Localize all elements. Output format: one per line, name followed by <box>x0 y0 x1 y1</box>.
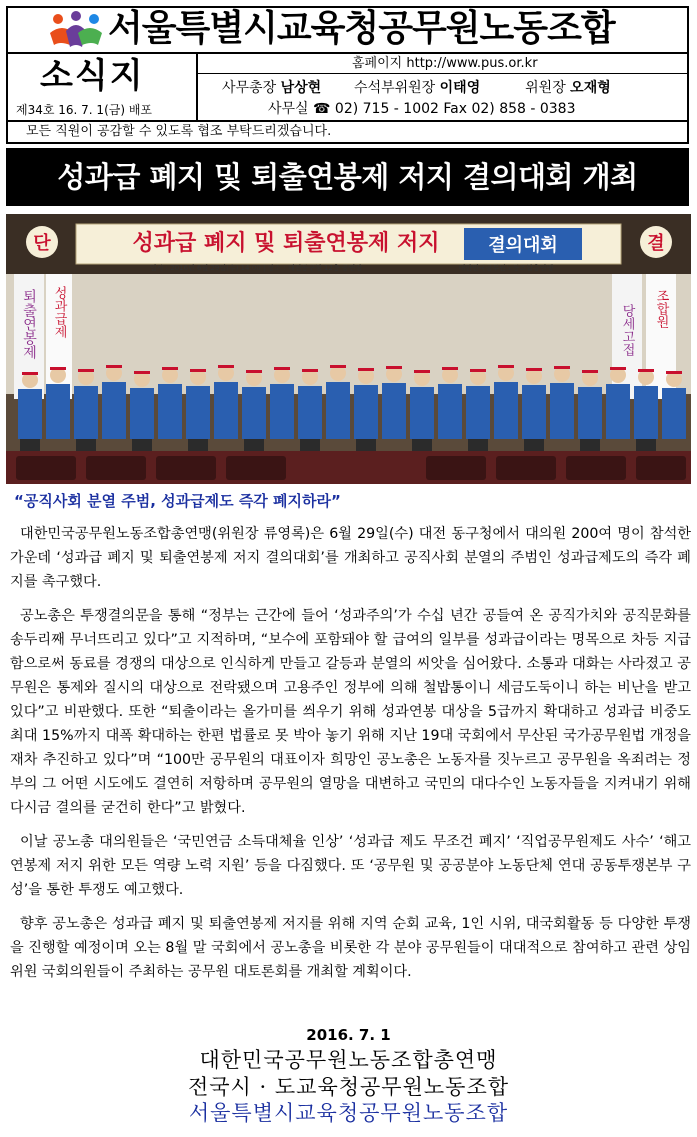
homepage-link[interactable]: 홈페이지 http://www.pus.or.kr <box>352 56 538 71</box>
officer-name: 남상현 <box>280 80 322 96</box>
officers-line <box>222 78 611 98</box>
issue-info: 제34호 16. 7. 1(금) 배포 <box>16 103 153 117</box>
article-subhead: “공직사회 분열 주범, 성과급제도 즉각 폐지하라” <box>14 492 341 510</box>
signature-line: 서울특별시교육청공무원노동조합 <box>188 1101 509 1125</box>
union-title: 서울특별시교육청공무원노동조합 <box>108 8 615 49</box>
signature-line: 전국시 · 도교육청공무원노동조합 <box>187 1075 510 1099</box>
signature-line: 대한민국공무원노동조합총연맹 <box>199 1048 498 1072</box>
article-paragraph: 공노총은 투쟁결의문을 통해 “정부는 근간에 들어 ‘성과주의’가 수십 년간 공들여 온 공직가치와 공직문화를 송두리째 무너뜨리고 있다”고 지적하며, “보수에 포함돼야 할 급여의 일부를 성과급이라는 명목으로 차등 지급함으로써 동료를 경쟁의 대상으로 인식하게 만들고 갈등과 분열의 씨앗을 심어왔다. 소통과 대화는 사라졌고 공무원은 통제와 질시의 대상으로 전락됐으며 고용주인 정부에 의해 철밥통이니 세금도둑이니 하는 비난을 받고 있다”고 비판했다. 또한 “퇴출이라는 올가미를 씌우기 위해 성과연봉 대상을 5급까지 확대하고 성과급 비중도 최대 15%까지 대폭 확대하는 한편 법률로 못 박아 놓기 위해 지난 19대 국회에서 무산된 국가공무원법 개정을 재차 추진하고 있다”며 “100만 공무원의 대표이자 희망인 공노총은 노동자를 짓누르고 공무원을 옥죄려는 정부의 그 어떤 시도에도 결연히 저항하며 공무원의 열망을 대변하고 국민의 대다수인 노동자들을 지켜내기 위해 다시금 결의를 굳건히 한다”고 밝혔다. <box>10 608 692 816</box>
banner-org: 대한민국공무원노동조합총연맹 <box>458 264 554 272</box>
rally-photo <box>6 214 691 484</box>
officer-role: 수석부위원장 <box>354 80 436 96</box>
officer-role: 위원장 <box>525 80 566 96</box>
officer-role: 사무총장 <box>222 80 277 96</box>
banner-right-char: 결 <box>647 233 665 254</box>
pillar-text: 당세고접 <box>619 304 635 356</box>
union-logo-icon <box>48 11 104 51</box>
rally-photo-illustration <box>6 214 691 484</box>
headline: 성과급 폐지 및 퇴출연봉제 저지 결의대회 개최 <box>6 148 689 206</box>
officer-name: 오재형 <box>570 80 611 96</box>
newsletter-name: 소식지 <box>40 56 145 96</box>
pillar-text: 성과급제 <box>51 286 67 338</box>
header-divider <box>196 54 198 122</box>
article-paragraph: 이날 공노총 대의원들은 ‘국민연금 소득대체율 인상’ ‘성과급 제도 무조건 폐지’ ‘직업공무원제도 사수’ ‘해고연봉제 저지 위한 모든 역량 노력 지원’ 등을 다짐했다. 또 ‘공무원 및 공공분야 노동단체 연대 공동투쟁본부 구성’을 통한 투쟁도 예고했다. <box>10 834 691 898</box>
header-rule <box>198 73 689 74</box>
pillar-text: 조합원 <box>653 289 669 328</box>
banner-detail: 일시 : 2016년 6월 29일(수) 14:00 | 장소 : 대전동구청 12층 공연장 <box>149 264 363 272</box>
article-paragraph: 향후 공노총은 성과급 폐지 및 퇴출연봉제 저지를 위해 지역 순회 교육, 1인 시위, 대국회활동 등 다양한 투쟁을 진행할 예정이며 오는 8월 말 국회에서 공노총을 비롯한 각 분야 공무원들이 대대적으로 참여하고 관련 상임위원 국회의원들이 주최하는 공무원 대토론회를 개최할 계획이다. <box>10 916 691 980</box>
banner-title: 성과급 폐지 및 퇴출연봉제 저지 <box>132 230 440 256</box>
article-paragraph: 대한민국공무원노동조합총연맹(위원장 류영록)은 6월 29일(수) 대전 동구청에서 대의원 200여 명이 참석한 가운데 ‘성과급 폐지 및 퇴출연봉제 저지 결의대회’를 개최하고 공직사회 분열의 주범인 성과급제도의 즉각 폐지를 촉구했다. <box>10 526 691 590</box>
officer-name: 이태영 <box>439 80 481 96</box>
notice-line: 모든 직원이 공감할 수 있도록 협조 부탁드리겠습니다. <box>6 122 689 144</box>
banner-suffix: 결의대회 <box>488 235 558 256</box>
banner-left-char: 단 <box>33 233 51 254</box>
article-body <box>10 522 691 994</box>
pillar-text: 퇴출연봉제 <box>21 289 37 359</box>
article-date: 2016. 7. 1 <box>306 1026 391 1044</box>
contact-line: 사무실 ☎ 02) 715 - 1002 Fax 02) 858 - 0383 <box>268 101 576 117</box>
